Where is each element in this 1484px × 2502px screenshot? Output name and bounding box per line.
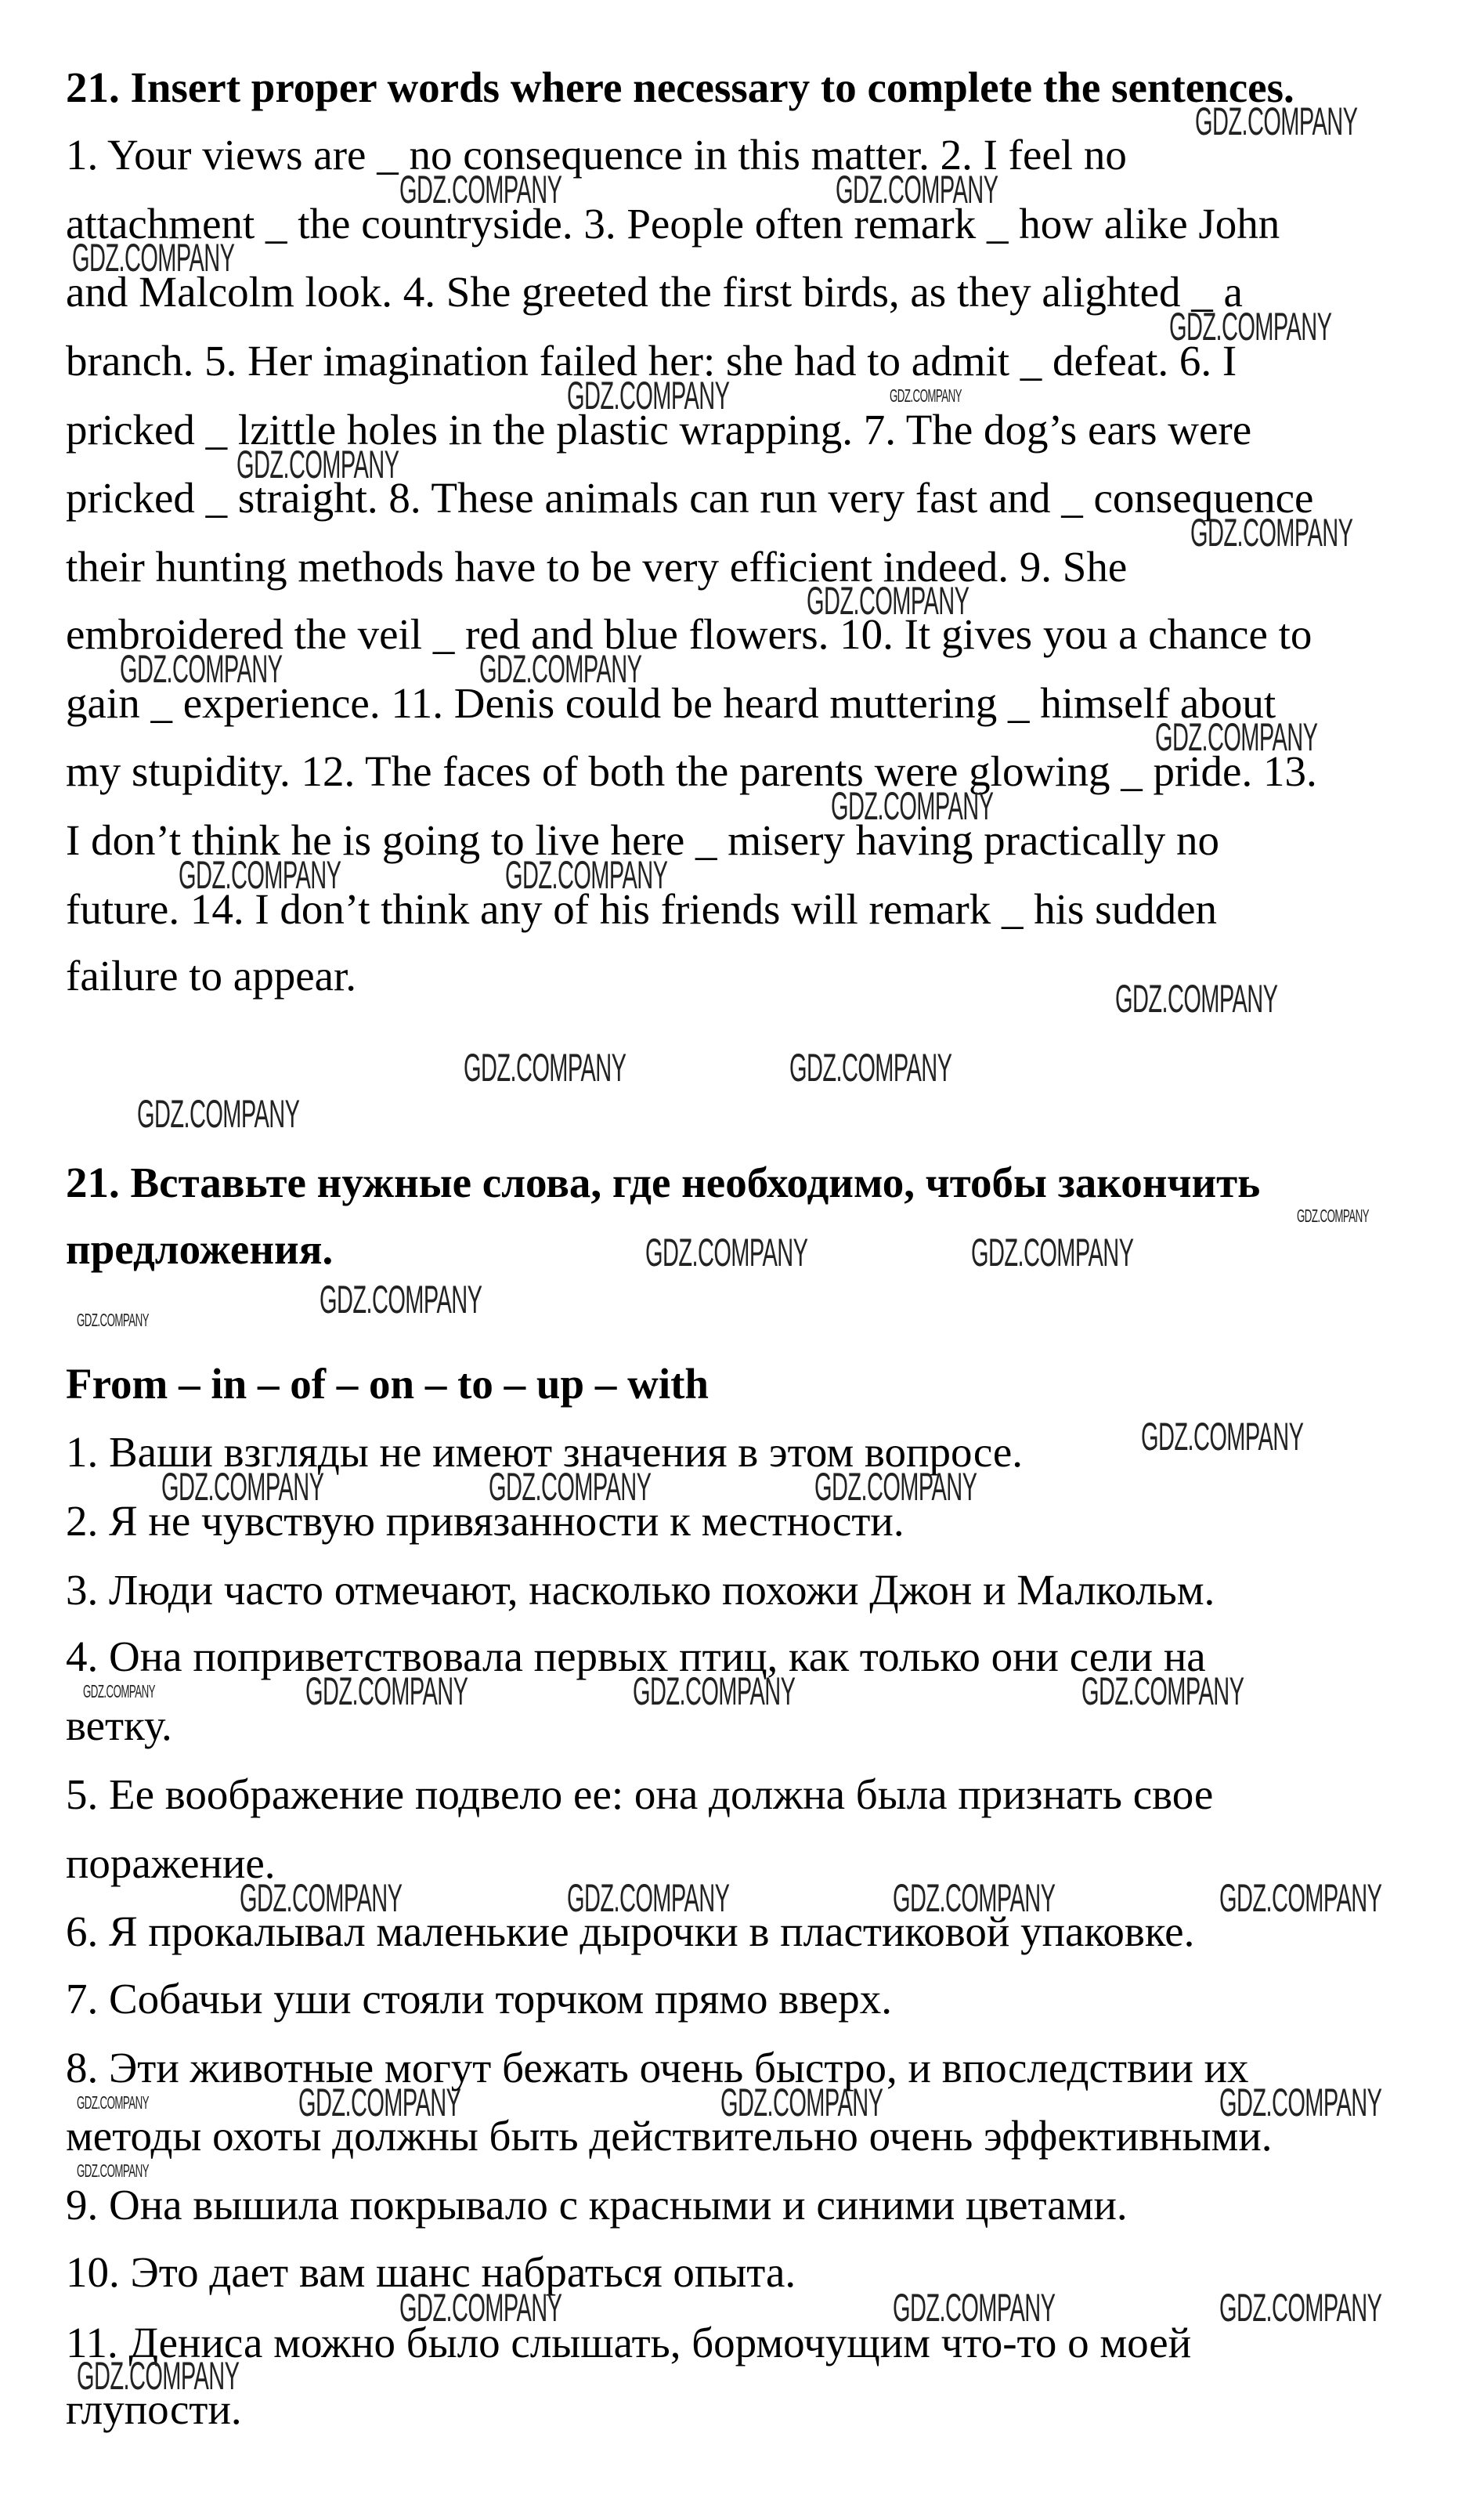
- watermark: GDZ.COMPANY: [298, 2080, 461, 2124]
- watermark: GDZ.COMPANY: [1219, 2080, 1381, 2124]
- watermark: GDZ.COMPANY: [161, 1465, 324, 1510]
- text-line: embroidered the veil _ red and blue flowers. 10. It gives you a chance to: [66, 609, 1312, 658]
- watermark: GDZ.COMPANY: [1190, 511, 1353, 555]
- watermark: GDZ.COMPANY: [893, 2285, 1056, 2330]
- watermark: GDZ.COMPANY: [1140, 1414, 1303, 1459]
- watermark: GDZ.COMPANY: [240, 1875, 403, 1920]
- text-line: pricked _ lzittle holes in the plastic wrapping. 7. The dog’s ears were: [66, 405, 1252, 454]
- watermark: GDZ.COMPANY: [1169, 305, 1332, 349]
- watermark: GDZ.COMPANY: [137, 1091, 300, 1136]
- text-line: failure to appear.: [66, 952, 357, 1000]
- text-line: gain _ experience. 11. Denis could be heard muttering _ himself about: [66, 678, 1276, 727]
- text-line: I don’t think he is going to live here _ misery having practically no: [66, 816, 1219, 865]
- watermark: GDZ.COMPANY: [830, 784, 994, 829]
- watermark: GDZ.COMPANY: [76, 2092, 149, 2113]
- translation-line: 8. Эти животные могут бежать очень быстро, и впоследствии их: [66, 2043, 1249, 2092]
- translation-line: 10. Это дает вам шанс набраться опыта.: [66, 2247, 796, 2296]
- watermark: GDZ.COMPANY: [320, 1277, 482, 1322]
- watermark: GDZ.COMPANY: [504, 852, 667, 897]
- translation-line: ветку.: [66, 1701, 172, 1750]
- watermark: GDZ.COMPANY: [1219, 2285, 1381, 2330]
- translation-line: 5. Ее воображение подвело ее: она должна была признать свое: [66, 1770, 1214, 1818]
- text-line: and Malcolm look. 4. She greeted the first birds, as they alighted _ a: [66, 268, 1243, 316]
- watermark: GDZ.COMPANY: [489, 1465, 652, 1510]
- translation-line: поражение.: [66, 1839, 276, 1887]
- watermark: GDZ.COMPANY: [971, 1231, 1134, 1275]
- watermark: GDZ.COMPANY: [76, 1310, 149, 1331]
- watermark: GDZ.COMPANY: [479, 646, 642, 691]
- text-line: 1. Your views are _ no consequence in this matter. 2. I feel no: [66, 130, 1127, 179]
- watermark: GDZ.COMPANY: [893, 1875, 1056, 1920]
- watermark: GDZ.COMPANY: [567, 1875, 730, 1920]
- watermark: GDZ.COMPANY: [1297, 1206, 1370, 1227]
- translation-line: 3. Люди часто отмечают, насколько похожи Джон и Малкольм.: [66, 1565, 1215, 1614]
- watermark: GDZ.COMPANY: [305, 1669, 468, 1714]
- watermark: GDZ.COMPANY: [71, 236, 235, 280]
- translation-line: 7. Собачьи уши стояли торчком прямо вверх.: [66, 1975, 893, 2023]
- translation-line: методы охоты должны быть действительно очень эффективными.: [66, 2112, 1273, 2160]
- watermark: GDZ.COMPANY: [236, 442, 399, 486]
- watermark: GDZ.COMPANY: [463, 1045, 626, 1090]
- translation-line: глупости.: [66, 2385, 242, 2434]
- watermark: GDZ.COMPANY: [399, 167, 562, 212]
- text-line: their hunting methods have to be very efficient indeed. 9. She: [66, 543, 1128, 591]
- watermark: GDZ.COMPANY: [835, 167, 998, 212]
- watermark: GDZ.COMPANY: [1219, 1875, 1381, 1920]
- watermark: GDZ.COMPANY: [76, 2160, 149, 2182]
- text-line: future. 14. I don’t think any of his friends will remark _ his sudden: [66, 884, 1217, 933]
- watermark: GDZ.COMPANY: [720, 2080, 883, 2124]
- watermark: GDZ.COMPANY: [1194, 99, 1358, 144]
- translation-line: 4. Она поприветствовала первых птиц, как только они сели на: [66, 1632, 1206, 1681]
- text-line: attachment _ the countryside. 3. People often remark _ how alike John: [66, 199, 1280, 248]
- watermark: GDZ.COMPANY: [399, 2285, 562, 2330]
- text-line: pricked _ straight. 8. These animals can run very fast and _ consequence: [66, 474, 1314, 522]
- translation-line: 2. Я не чувствую привязанности к местности.: [66, 1497, 904, 1546]
- word-bank: From – in – of – on – to – up – with: [66, 1359, 709, 1408]
- translation-line: 11. Дениса можно было слышать, бормочущим что-то о моей: [66, 2318, 1192, 2366]
- translation-line: 1. Ваши взгляды не имеют значения в этом вопросе.: [66, 1428, 1024, 1477]
- exercise-title-en: 21. Insert proper words where necessary to complete the sentences.: [66, 63, 1294, 112]
- watermark: GDZ.COMPANY: [120, 646, 283, 691]
- watermark: GDZ.COMPANY: [179, 852, 341, 897]
- watermark: GDZ.COMPANY: [83, 1681, 156, 1702]
- watermark: GDZ.COMPANY: [76, 2354, 240, 2399]
- watermark: GDZ.COMPANY: [890, 385, 962, 406]
- watermark: GDZ.COMPANY: [567, 373, 730, 418]
- watermark: GDZ.COMPANY: [632, 1669, 796, 1714]
- translation-line: 6. Я прокалывал маленькие дырочки в пластиковой упаковке.: [66, 1907, 1195, 1956]
- text-line: branch. 5. Her imagination failed her: she had to admit _ defeat. 6. I: [66, 337, 1237, 385]
- watermark: GDZ.COMPANY: [645, 1231, 808, 1275]
- watermark: GDZ.COMPANY: [807, 579, 969, 624]
- watermark: GDZ.COMPANY: [814, 1465, 977, 1510]
- watermark: GDZ.COMPANY: [789, 1045, 952, 1090]
- translation-line: 9. Она вышила покрывало с красными и синими цветами.: [66, 2181, 1128, 2229]
- watermark: GDZ.COMPANY: [1114, 977, 1278, 1021]
- title-line: предложения.: [66, 1225, 334, 1274]
- title-line: 21. Вставьте нужные слова, где необходимо, чтобы закончить: [66, 1158, 1261, 1206]
- text-line: my stupidity. 12. The faces of both the parents were glowing _ pride. 13.: [66, 747, 1317, 796]
- watermark: GDZ.COMPANY: [1081, 1669, 1244, 1714]
- watermark: GDZ.COMPANY: [1154, 715, 1318, 760]
